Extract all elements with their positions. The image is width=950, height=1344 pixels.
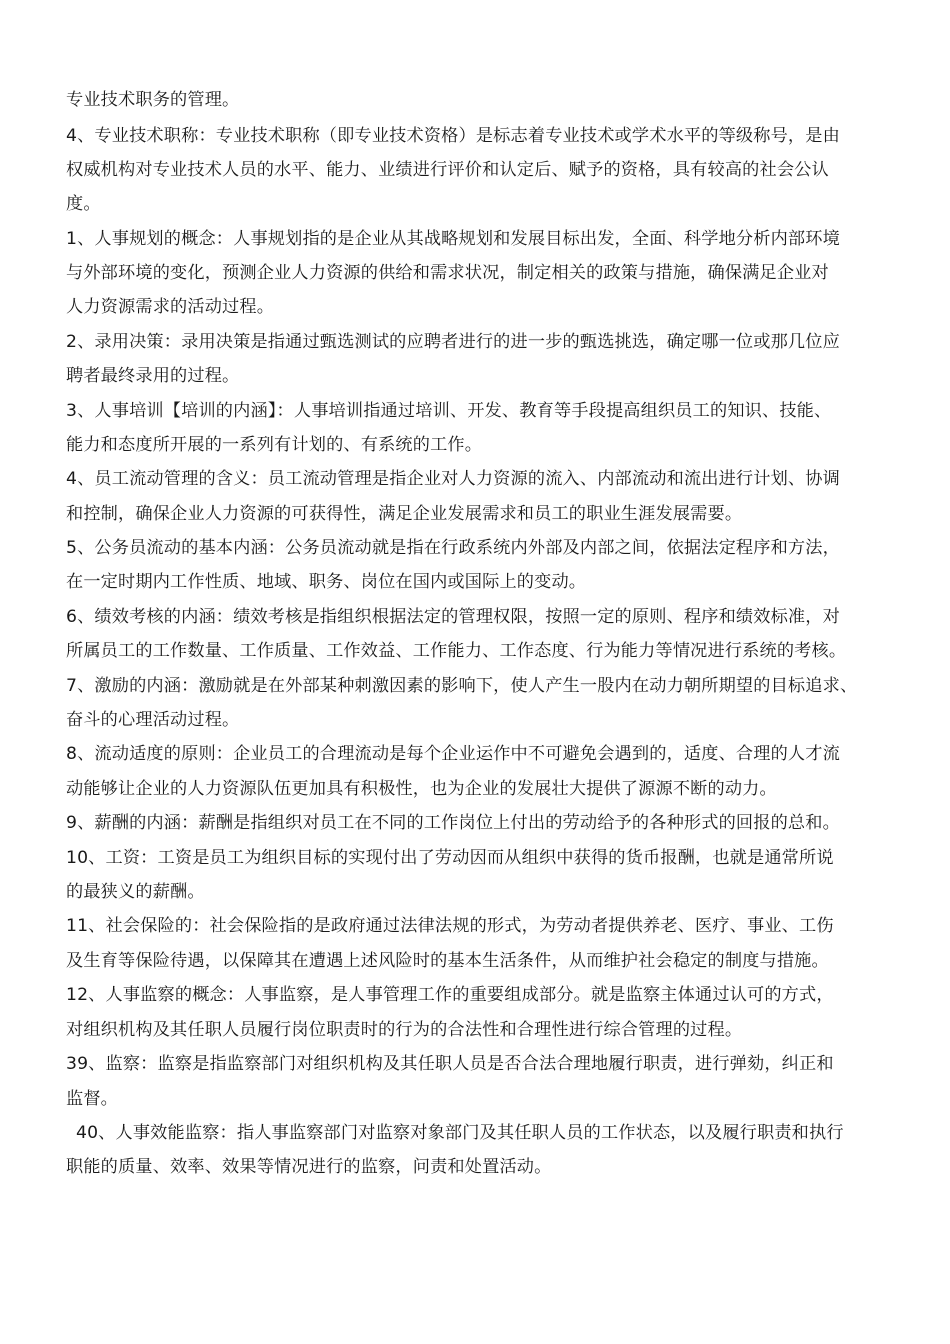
text-line: 所属员工的工作数量、工作质量、工作效益、工作能力、工作态度、行为能力等情况进行系统的考核。 [66,641,847,661]
text-line: 40、人事效能监察：指人事监察部门对监察对象部门及其任职人员的工作状态，以及履行职责和执行 [76,1123,844,1143]
text-line: 能力和态度所开展的一系列有计划的、有系统的工作。 [66,435,483,455]
text-line: 权威机构对专业技术人员的水平、能力、业绩进行评价和认定后、赋予的资格，具有较高的社会公认 [66,160,829,180]
text-line: 39、监察：监察是指监察部门对组织机构及其任职人员是否合法合理地履行职责，进行弹劾，纠正和 [66,1054,834,1074]
text-line: 4、专业技术职称：专业技术职称（即专业技术资格）是标志着专业技术或学术水平的等级称号，是由 [66,126,840,146]
text-line: 的最狭义的薪酬。 [66,882,205,902]
text-line: 8、流动适度的原则：企业员工的合理流动是每个企业运作中不可避免会遇到的，适度、合理的人才流 [66,744,840,764]
text-line: 10、工资：工资是员工为组织目标的实现付出了劳动因而从组织中获得的货币报酬，也就是通常所说 [66,848,834,868]
text-line: 监督。 [66,1089,119,1109]
text-line: 聘者最终录用的过程。 [66,366,240,386]
text-line: 对组织机构及其任职人员履行岗位职责时的行为的合法性和合理性进行综合管理的过程。 [66,1020,743,1040]
text-line: 4、员工流动管理的含义：员工流动管理是指企业对人力资源的流入、内部流动和流出进行计划、协调 [66,469,840,489]
text-line: 度。 [66,194,101,214]
text-line: 与外部环境的变化，预测企业人力资源的供给和需求状况，制定相关的政策与措施，确保满足企业对 [66,263,829,283]
text-line: 专业技术职务的管理。 [66,90,240,110]
text-line: 动能够让企业的人力资源队伍更加具有积极性，也为企业的发展壮大提供了源源不断的动力。 [66,779,777,799]
text-line: 5、公务员流动的基本内涵：公务员流动就是指在行政系统内外部及内部之间，依据法定程序和方法， [66,538,840,558]
text-line: 7、激励的内涵：激励就是在外部某种刺激因素的影响下，使人产生一股内在动力朝所期望的目标追求、 [66,676,858,696]
text-line: 3、人事培训【培训的内涵】：人事培训指通过培训、开发、教育等手段提高组织员工的知识、技能、 [66,401,832,421]
text-line: 6、绩效考核的内涵：绩效考核是指组织根据法定的管理权限，按照一定的原则、程序和绩效标准，对 [66,607,840,627]
text-line: 2、录用决策：录用决策是指通过甄选测试的应聘者进行的进一步的甄选挑选，确定哪一位或那几位应 [66,332,840,352]
text-line: 职能的质量、效率、效果等情况进行的监察，问责和处置活动。 [66,1157,552,1177]
text-line: 9、薪酬的内涵：薪酬是指组织对员工在不同的工作岗位上付出的劳动给予的各种形式的回报的总和。 [66,813,840,833]
text-line: 奋斗的心理活动过程。 [66,710,240,730]
text-line: 1、人事规划的概念：人事规划指的是企业从其战略规划和发展目标出发，全面、科学地分析内部环境 [66,229,840,249]
text-line: 12、人事监察的概念：人事监察，是人事管理工作的重要组成部分。就是监察主体通过认可的方式， [66,985,834,1005]
text-line: 人力资源需求的活动过程。 [66,297,275,317]
text-line: 及生育等保险待遇，以保障其在遭遇上述风险时的基本生活条件，从而维护社会稳定的制度与措施。 [66,951,829,971]
text-line: 和控制，确保企业人力资源的可获得性，满足企业发展需求和员工的职业生涯发展需要。 [66,504,743,524]
text-line: 在一定时期内工作性质、地域、职务、岗位在国内或国际上的变动。 [66,572,587,592]
text-line: 11、社会保险的：社会保险指的是政府通过法律法规的形式，为劳动者提供养老、医疗、事业、工伤 [66,916,834,936]
